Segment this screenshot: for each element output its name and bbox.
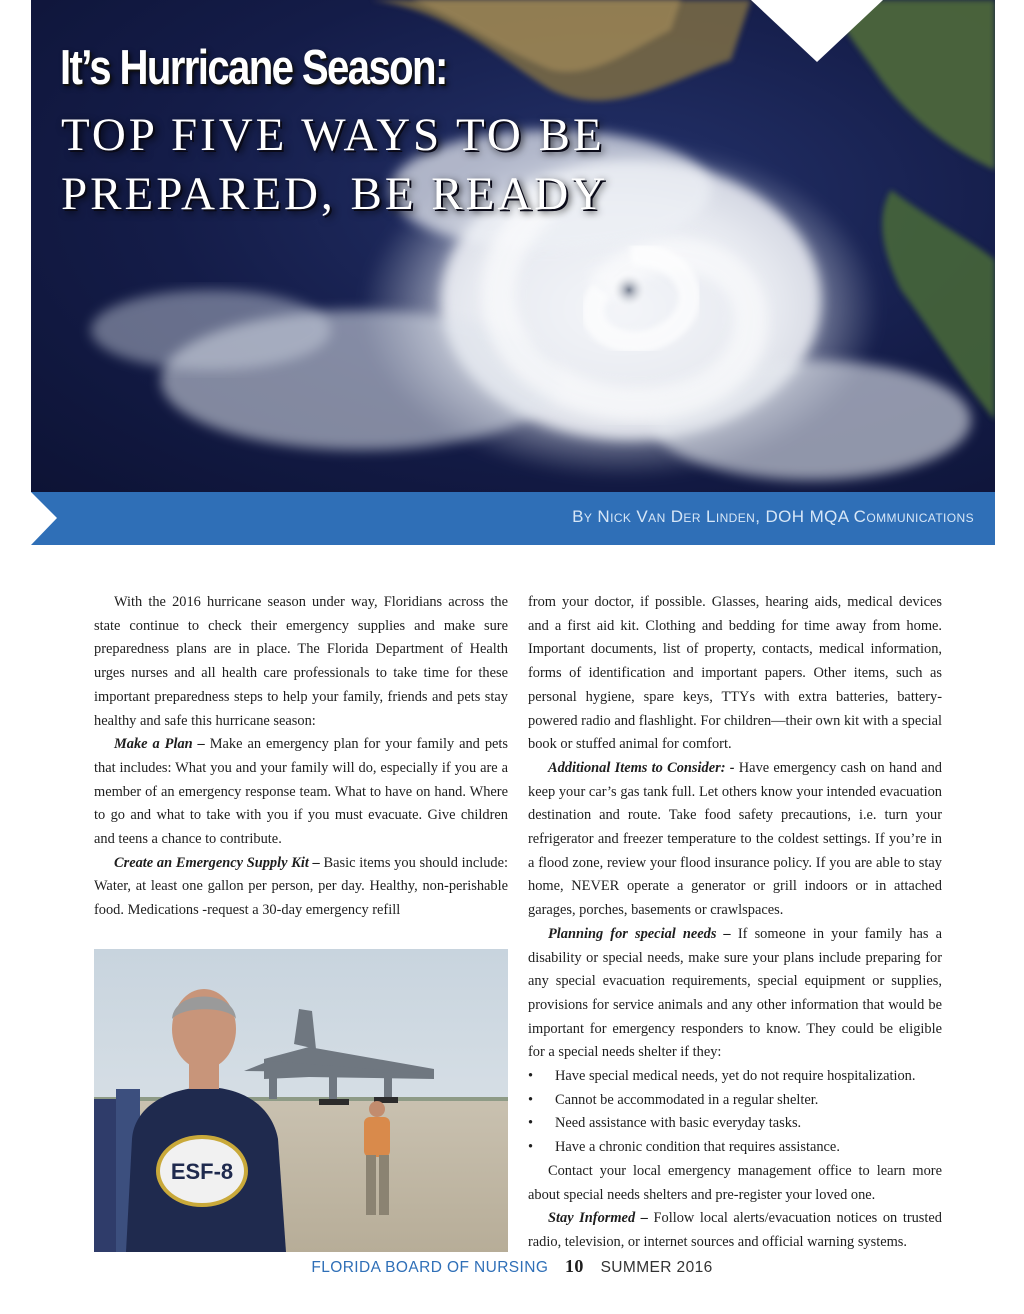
special-needs-paragraph: Planning for special needs – If someone in your family has a disability or special needs, make sure your plans include preparing for any special evacuation requirements, special equipment or supplies, provisions for service animals and any other information that would be important for emergency responders to know. They could be eligible for a special needs shelter if they: [528, 925, 942, 1061]
bullet-icon: • [528, 1139, 534, 1156]
title-main: TOP FIVE WAYS TO BE PREPARED, BE READY [61, 109, 609, 220]
stay-informed-lead: Stay Informed – [548, 1210, 648, 1227]
bullet-icon: • [528, 1068, 534, 1085]
byline-band [31, 492, 995, 545]
additional-items-paragraph: Additional Items to Consider: - Have emergency cash on hand and keep your car’s gas tank full. Let others know your intended evacuation destination and route. Take food safety precautions, i.e. turn your refrigerator and freezer temperature to the coldest settings. If you’re in a flood zone, review your flood insurance policy. If you are able to stay home, NEVER operate a generator or grill indoors or in attached garages, porches, basements or crawlspaces. [528, 759, 942, 919]
make-a-plan-paragraph: Make a Plan – Make an emergency plan for your family and pets that includes: What you and your family will do, especially if you are a member of an emergency response team. What to have on hand. Where to go and what to take with you if you must evacuate. Give children and teens a chance to contribute. [94, 736, 508, 848]
chevron-decoration [31, 492, 57, 545]
list-item: • Have a chronic condition that requires assistance. [528, 1136, 942, 1160]
list-item: • Have special medical needs, yet do not require hospitalization. [528, 1065, 942, 1089]
list-item: • Cannot be accommodated in a regular shelter. [528, 1089, 942, 1113]
make-a-plan-lead: Make a Plan – [114, 736, 205, 753]
right-column [528, 591, 942, 1255]
supply-kit-paragraph: Create an Emergency Supply Kit – Basic items you should include: Water, at least one gallon per person, per day. Healthy, non-perishable food. Medications -request a 30-day emergency refill [94, 854, 508, 919]
special-needs-list [528, 1065, 942, 1160]
bullet-icon: • [528, 1115, 534, 1132]
intro-paragraph: With the 2016 hurricane season under way, Floridians across the state continue to check their emergency supplies and make sure preparedness plans are in place. The Florida Department of Health urges nurses and all health care professionals to take time for these important preparedness steps to help your family, friends and pets stay healthy and safe this hurricane season: [94, 594, 508, 729]
footer-issue: SUMMER 2016 [600, 1259, 713, 1276]
footer-publication: FLORIDA BOARD OF NURSING [311, 1259, 549, 1276]
list-item: • Need assistance with basic everyday tasks. [528, 1112, 942, 1136]
airfield-photo-illustration [94, 949, 508, 1252]
supply-kit-continuation: from your doctor, if possible. Glasses, hearing aids, medical devices and a first aid kit. Clothing and bedding for time away from home. Important documents, list of property, contacts, medical information, forms of identification and important papers. Other items, such as personal hygiene, spare keys, TTYs with extra batteries, battery-powered radio and flashlight. For children—their own kit with a special book or stuffed animal for comfort. [528, 594, 942, 753]
left-column [94, 591, 508, 923]
esf8-patch-text: ESF-8 [170, 1159, 234, 1184]
byline: By Nick Van Der Linden, DOH MQA Communications [572, 507, 974, 526]
notch-decoration [751, 0, 883, 62]
stay-informed-paragraph: Stay Informed – Follow local alerts/evacuation notices on trusted radio, television, or internet sources and official warning systems. [528, 1210, 942, 1250]
page-footer [0, 1256, 1024, 1277]
page-number: 10 [565, 1256, 584, 1276]
esf8-photo [94, 949, 508, 1252]
additional-items-lead: Additional Items to Consider: - [548, 759, 735, 776]
contact-paragraph: Contact your local emergency management office to learn more about special needs shelters and pre-register your loved one. [528, 1162, 942, 1203]
hero-satellite-image [31, 0, 995, 492]
special-needs-lead: Planning for special needs – [548, 925, 731, 942]
supply-kit-lead: Create an Emergency Supply Kit – [114, 854, 320, 871]
title-kicker: It’s Hurricane Season: [60, 41, 447, 95]
bullet-icon: • [528, 1091, 534, 1108]
